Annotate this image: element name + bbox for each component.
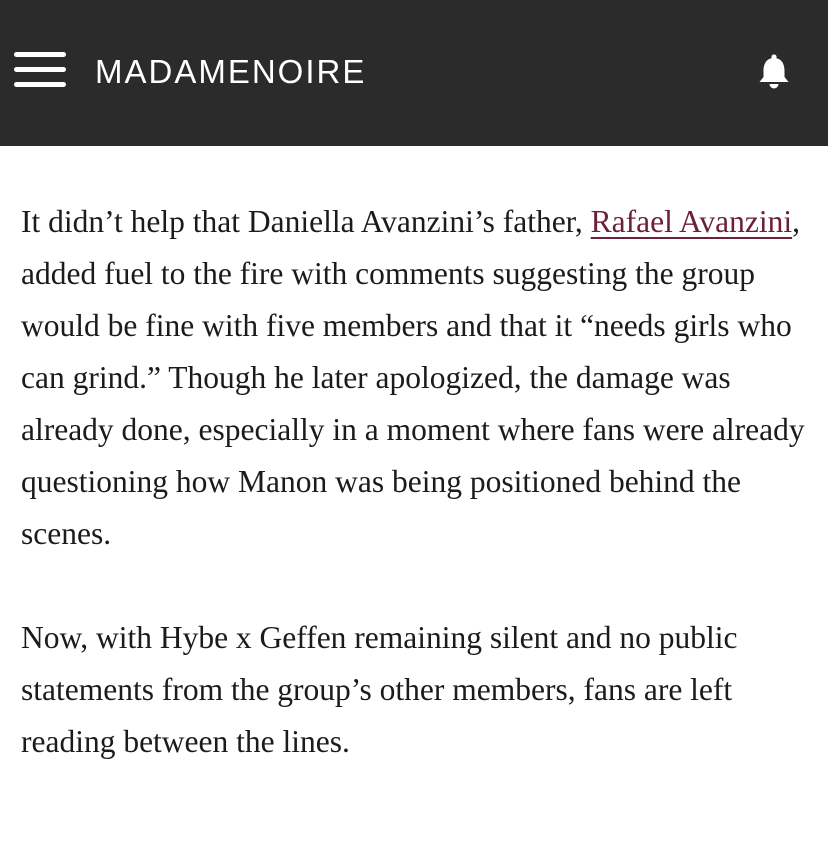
paragraph-1-text-start: It didn’t help that Daniella Avanzini’s father, (21, 204, 591, 239)
menu-icon-bar-top (14, 52, 66, 57)
article-paragraph-2: Now, with Hybe x Geffen remaining silent and no public statements from the group’s other members, fans are left reading between the lines. (21, 620, 738, 759)
rafael-avanzini-link[interactable]: Rafael Avanzini (590, 204, 793, 239)
top-nav-bar (0, 0, 828, 146)
paragraph-1-text-end: , added fuel to the fire with comments suggesting the group would be fine with five members and that it “needs girls who can grind.” Though he later apologized, the damage was already done, especially in a moment where fans were already questioning how Manon was being positioned behind the scenes. (21, 204, 805, 551)
hamburger-menu-icon[interactable] (14, 52, 66, 88)
site-logo[interactable]: MADAMENOIRE (95, 53, 367, 90)
menu-icon-bar-bottom (14, 82, 66, 87)
bell-icon-svg (755, 53, 793, 91)
article-body (21, 196, 811, 820)
bell-icon[interactable] (755, 53, 793, 91)
article-paragraph-1 (21, 196, 811, 560)
menu-icon-bar-middle (14, 67, 66, 72)
